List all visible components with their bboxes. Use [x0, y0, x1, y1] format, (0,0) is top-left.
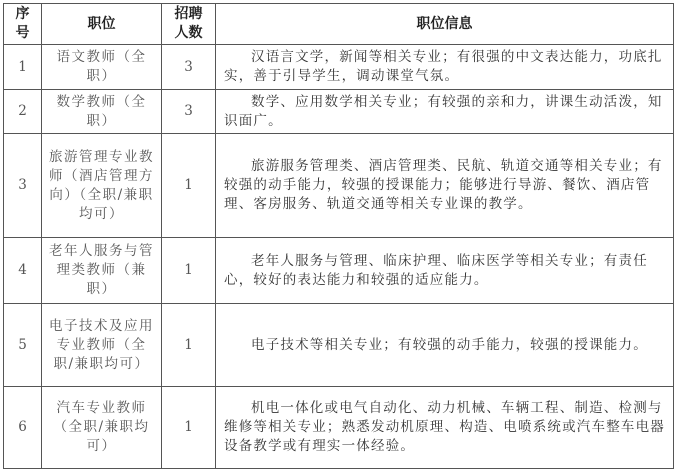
- header-count: 招聘人数: [162, 4, 216, 45]
- job-table: [3, 3, 674, 469]
- row-info: 数学、应用数学相关专业；有较强的亲和力，讲课生动活泼，知识面广。: [216, 90, 674, 134]
- row-count: 1: [162, 134, 216, 238]
- row-count: 3: [162, 90, 216, 134]
- row-position: 电子技术及应用专业教师（全职/兼职均可）: [42, 304, 162, 387]
- row-position: 汽车专业教师（全职/兼职均可）: [42, 387, 162, 469]
- row-seq: 5: [4, 304, 42, 387]
- table-row: [4, 387, 674, 469]
- table-row: [4, 304, 674, 387]
- row-info: 机电一体化或电气自动化、动力机械、车辆工程、制造、检测与维修等相关专业；熟悉发动机原理、构造、电喷系统或汽车整车电器设备教学或有理实一体经验。: [216, 387, 674, 469]
- row-count: 1: [162, 387, 216, 469]
- header-seq: 序号: [4, 4, 42, 45]
- row-seq: 2: [4, 90, 42, 134]
- row-info: 电子技术等相关专业；有较强的动手能力，较强的授课能力。: [216, 304, 674, 387]
- row-position: 老年人服务与管理类教师（兼职）: [42, 238, 162, 304]
- row-position: 语文教师（全职）: [42, 45, 162, 90]
- row-position: 数学教师（全职）: [42, 90, 162, 134]
- row-seq: 1: [4, 45, 42, 90]
- row-info: 汉语言文学，新闻等相关专业；有很强的中文表达能力，功底扎实，善于引导学生，调动课堂气氛。: [216, 45, 674, 90]
- table-row: [4, 45, 674, 90]
- row-count: 1: [162, 238, 216, 304]
- header-row: [4, 4, 674, 45]
- row-count: 1: [162, 304, 216, 387]
- table-row: [4, 238, 674, 304]
- row-position: 旅游管理专业教师（酒店管理方向）（全职/兼职均可）: [42, 134, 162, 238]
- row-seq: 3: [4, 134, 42, 238]
- row-info: 旅游服务管理类、酒店管理类、民航、轨道交通等相关专业；有较强的动手能力，较强的授课能力；能够进行导游、餐饮、酒店管理、客房服务、轨道交通等相关专业课的教学。: [216, 134, 674, 238]
- row-info: 老年人服务与管理、临床护理、临床医学等相关专业；有责任心，较好的表达能力和较强的适应能力。: [216, 238, 674, 304]
- header-info: 职位信息: [216, 4, 674, 45]
- header-position: 职位: [42, 4, 162, 45]
- table-row: [4, 134, 674, 238]
- table-row: [4, 90, 674, 134]
- row-count: 3: [162, 45, 216, 90]
- row-seq: 6: [4, 387, 42, 469]
- row-seq: 4: [4, 238, 42, 304]
